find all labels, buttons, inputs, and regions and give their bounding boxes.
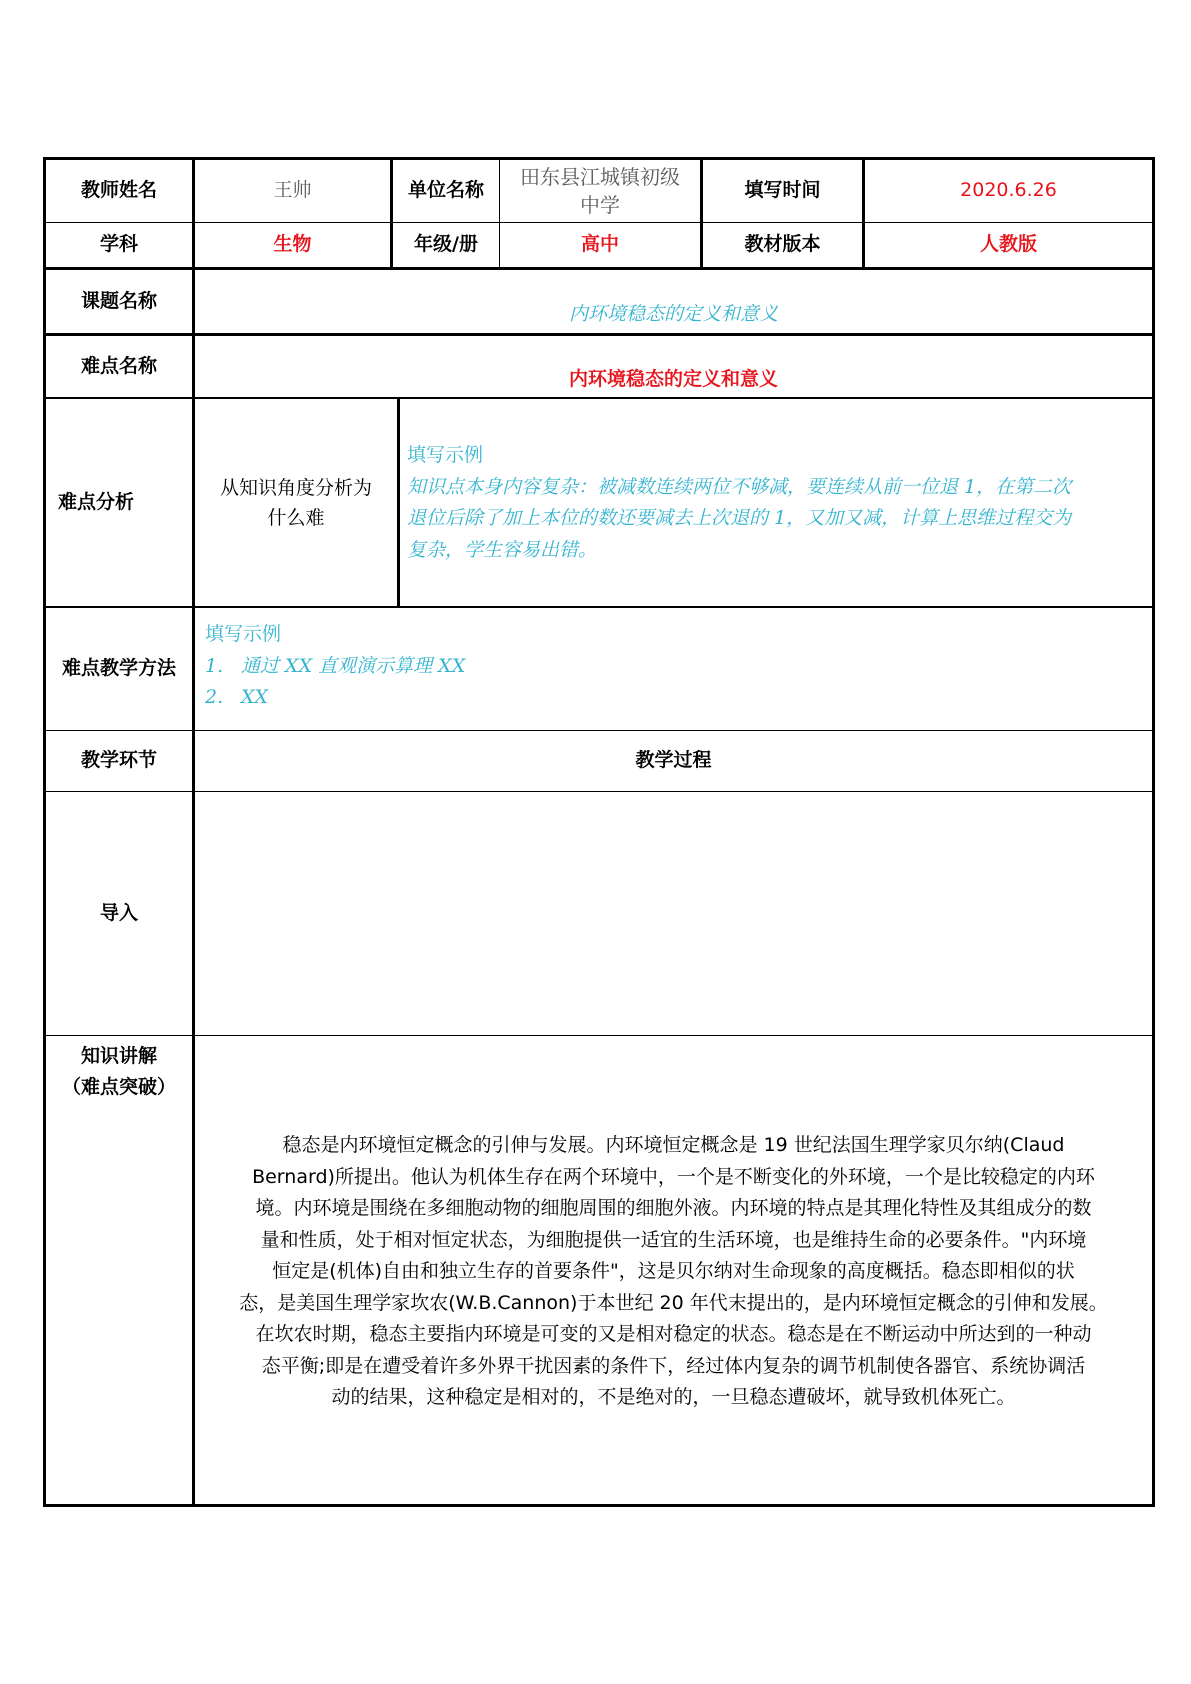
lesson-plan-table xyxy=(43,157,1155,1507)
knowledge-line: 境。内环境是围绕在多细胞动物的细胞周围的细胞外液。内环境的特点是其理化特性及其组成分的数 xyxy=(255,1197,1092,1219)
difficulty-value: 内环境稳态的定义和意义 xyxy=(568,367,778,390)
knowledge-label-line2: （难点突破） xyxy=(61,1076,176,1098)
analysis-example-line: 退位后除了加上本位的数还要减去上次退的 1，又加又减，计算上思维过程交为 xyxy=(407,507,1072,529)
row-separator xyxy=(43,333,1155,336)
textbook-label: 教材版本 xyxy=(744,233,821,256)
method-item-number: 2. xyxy=(205,686,224,708)
row-separator xyxy=(43,267,1155,270)
textbook-value: 人教版 xyxy=(979,233,1037,256)
grade-value: 高中 xyxy=(580,233,619,256)
method-example-title: 填写示例 xyxy=(205,623,282,645)
method-item-number: 1. xyxy=(205,654,224,677)
unit-label: 单位名称 xyxy=(407,179,484,202)
analysis-sub-label-line2: 什么难 xyxy=(267,506,325,529)
knowledge-paragraph xyxy=(195,1130,1152,1414)
method-label: 难点教学方法 xyxy=(61,657,176,680)
teacher-name-value: 王帅 xyxy=(273,179,312,202)
column-separator xyxy=(397,399,400,607)
table-border-bottom xyxy=(43,1504,1155,1507)
unit-value xyxy=(500,160,700,222)
method-item xyxy=(205,651,1105,683)
knowledge-line: 态，是美国生理学家坎农(W.B.Cannon)于本世纪 20 年代末提出的，是内环境恒定概念的引伸和发展。 xyxy=(239,1291,1108,1314)
method-item-text: XX xyxy=(241,686,269,708)
process-value: 教学过程 xyxy=(635,749,712,772)
process-label: 教学环节 xyxy=(80,749,157,772)
knowledge-line: 恒定是(机体)自由和独立生存的首要条件"，这是贝尔纳对生命现象的高度概括。稳态即相似的状 xyxy=(272,1260,1075,1282)
subject-label: 学科 xyxy=(99,233,138,256)
grade-label: 年级/册 xyxy=(414,233,478,256)
analysis-label: 难点分析 xyxy=(57,490,134,513)
knowledge-line: Bernard)所提出。他认为机体生存在两个环境中，一个是不断变化的外环境，一个是比较稳定的内环 xyxy=(252,1165,1095,1188)
knowledge-line: 稳态是内环境恒定概念的引伸与发展。内环境恒定概念是 19 世纪法国生理学家贝尔纳(Claud xyxy=(282,1134,1065,1156)
intro-label: 导入 xyxy=(99,901,138,924)
row-separator xyxy=(43,606,1155,608)
knowledge-line: 动的结果，这种稳定是相对的，不是绝对的，一旦稳态遭破坏，就导致机体死亡。 xyxy=(331,1386,1016,1408)
subject-value: 生物 xyxy=(273,233,312,256)
table-border-right xyxy=(1152,157,1155,1507)
knowledge-line: 在坎农时期，稳态主要指内环境是可变的又是相对稳定的状态。稳态是在不断运动中所达到的一种动 xyxy=(255,1323,1092,1345)
analysis-example-line: 复杂，学生容易出错。 xyxy=(407,538,598,561)
method-item xyxy=(205,682,1105,714)
teacher-name-label: 教师姓名 xyxy=(80,179,157,202)
intro-content xyxy=(195,792,1152,1035)
knowledge-label-line1: 知识讲解 xyxy=(80,1045,157,1067)
analysis-sub-label-line1: 从知识角度分析为 xyxy=(219,476,372,499)
knowledge-line: 量和性质，处于相对恒定状态，为细胞提供一适宜的生活环境，也是维持生命的必要条件。"内环境 xyxy=(260,1228,1087,1251)
topic-label: 课题名称 xyxy=(80,289,157,312)
knowledge-line: 态平衡;即是在遭受着许多外界干扰因素的条件下，经过体内复杂的调节机制使各器官、系统协调活 xyxy=(261,1354,1086,1377)
analysis-sub-label xyxy=(195,399,397,606)
fill-time-value: 2020.6.26 xyxy=(960,179,1057,202)
unit-value-line1: 田东县江城镇初级 xyxy=(520,165,680,189)
unit-value-line2: 中学 xyxy=(580,193,620,217)
analysis-example-title: 填写示例 xyxy=(407,444,484,466)
fill-time-label: 填写时间 xyxy=(744,179,821,202)
knowledge-label xyxy=(46,1041,192,1103)
method-example xyxy=(205,619,1105,714)
analysis-example-line: 知识点本身内容复杂：被减数连续两位不够减，要连续从前一位退 1，在第二次 xyxy=(407,475,1072,498)
method-item-text: 通过 XX 直观演示算理 XX xyxy=(241,654,466,677)
difficulty-label: 难点名称 xyxy=(80,354,157,377)
analysis-example xyxy=(407,440,1147,566)
topic-value: 内环境稳态的定义和意义 xyxy=(568,303,778,326)
row-separator xyxy=(43,1035,1155,1036)
